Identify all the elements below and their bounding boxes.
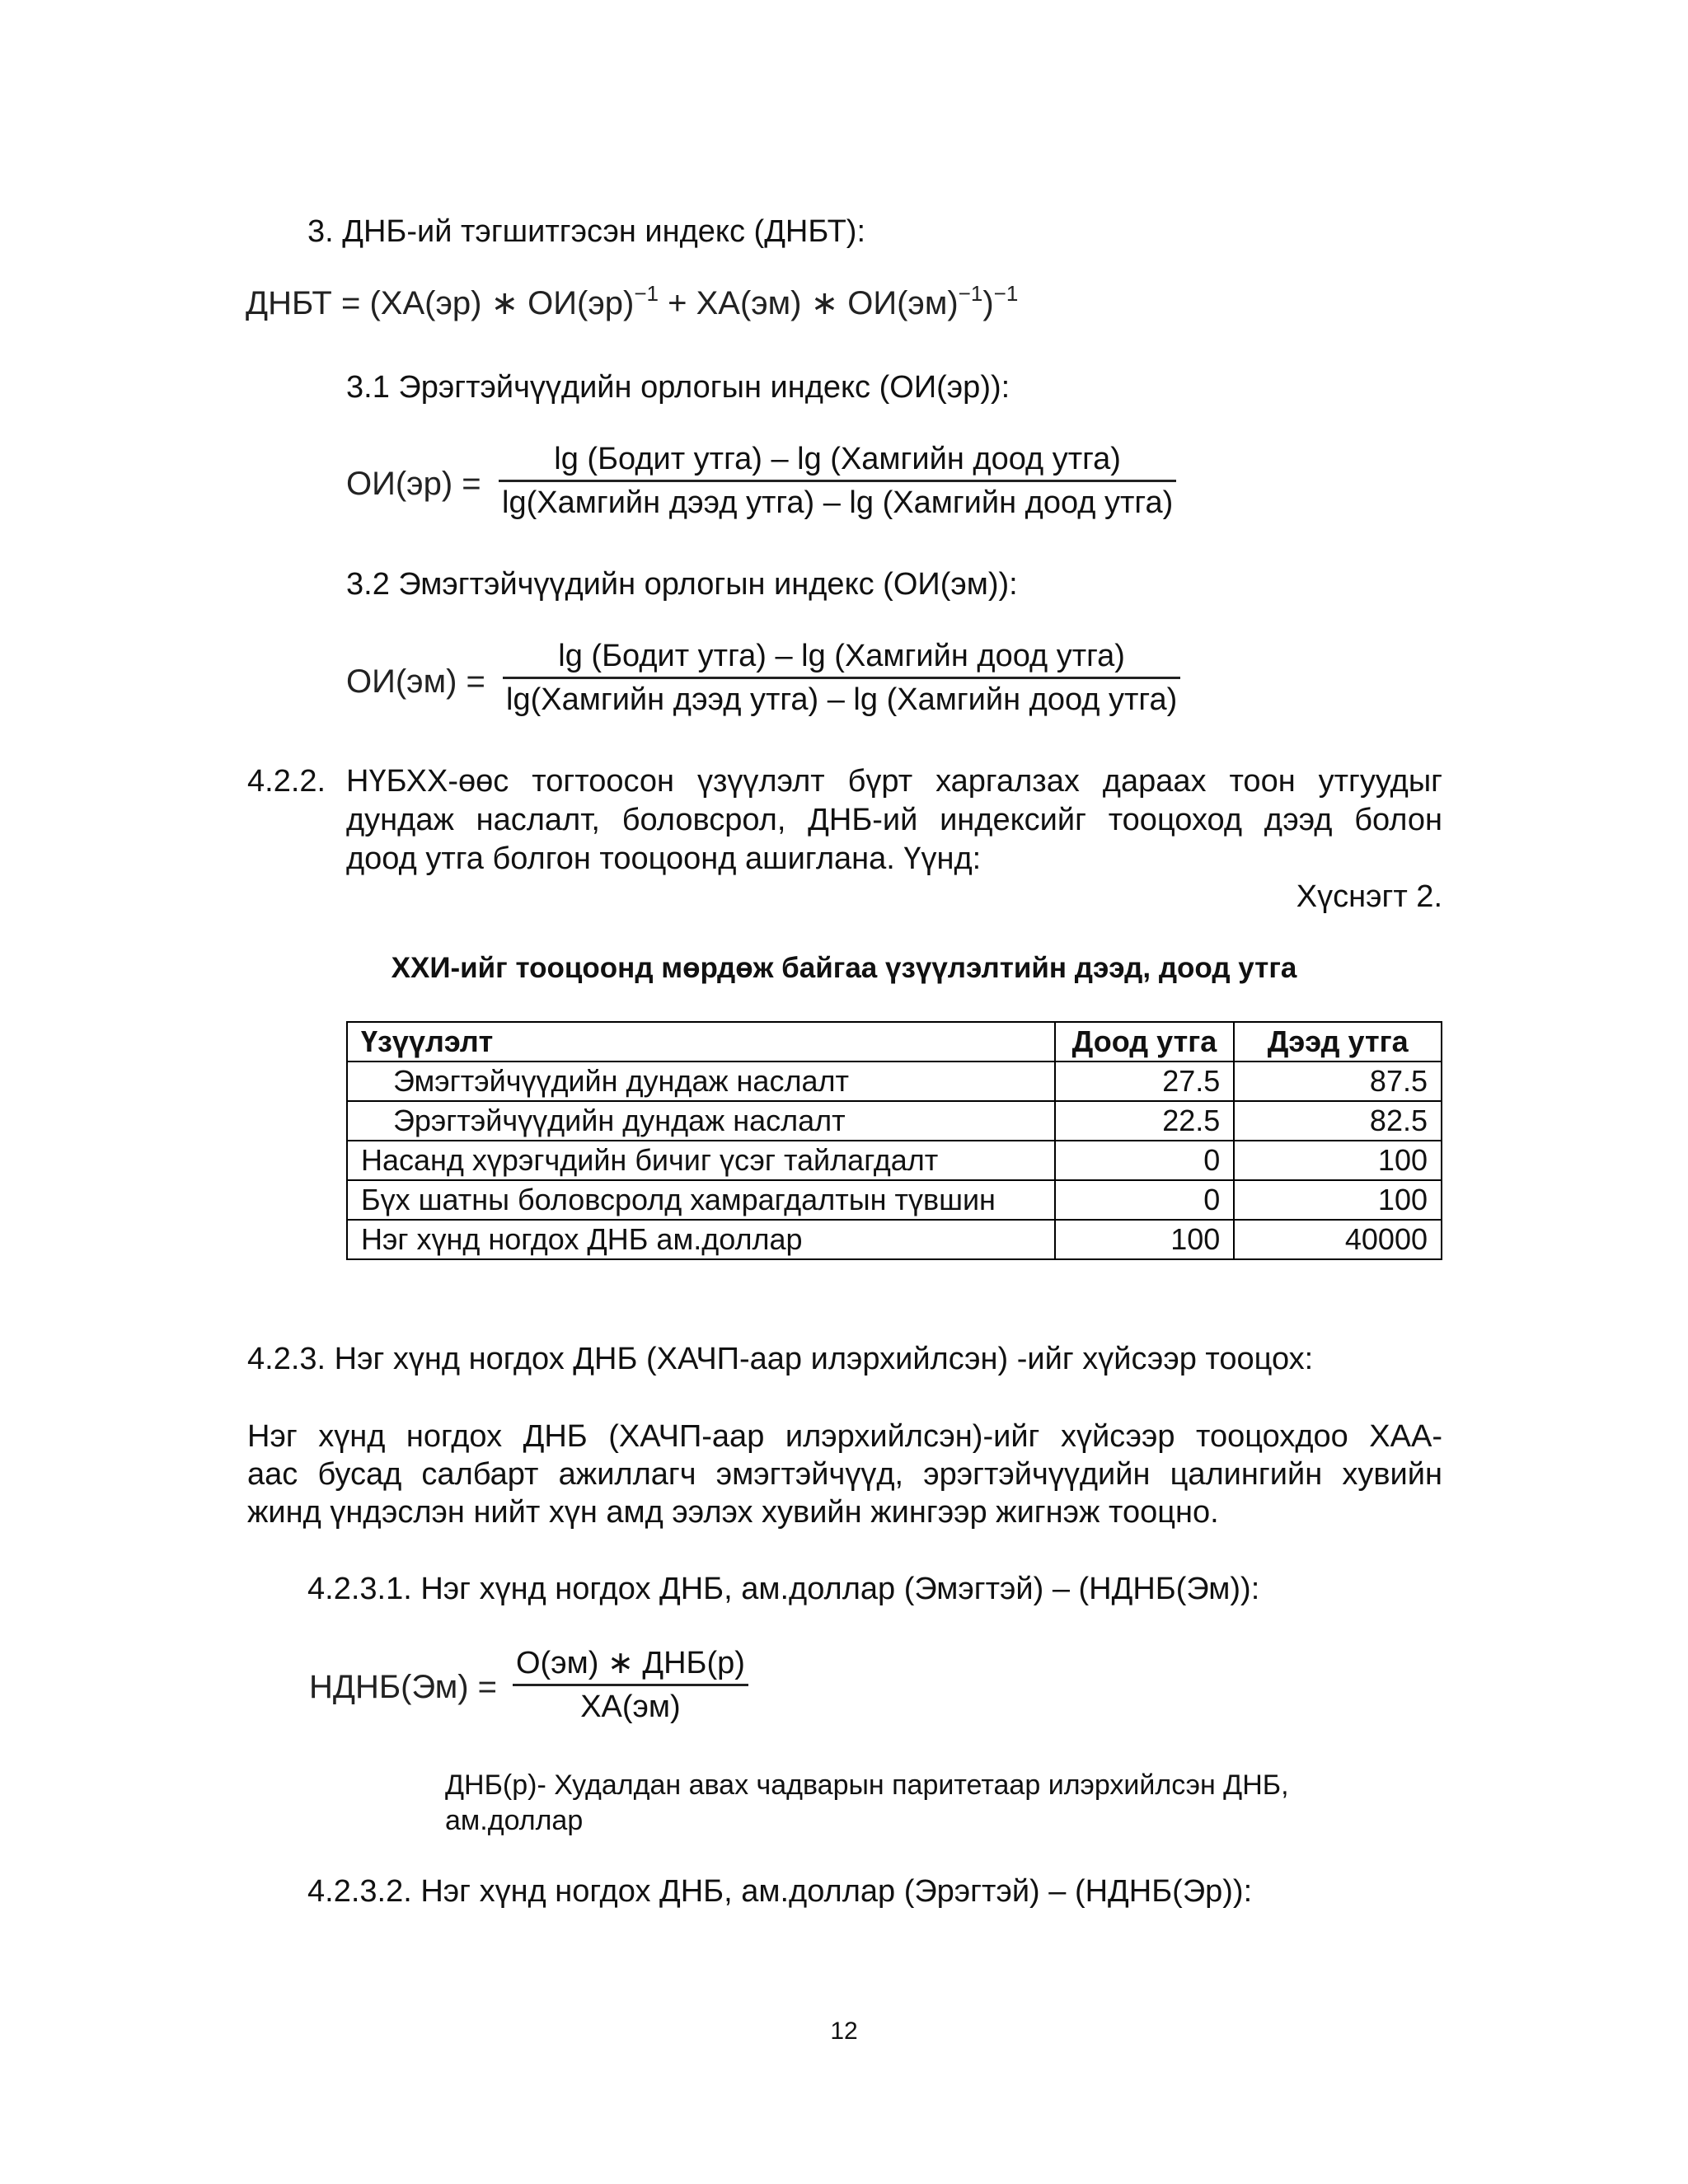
ndnb-lhs: НДНБ(Эм) = xyxy=(309,1669,498,1705)
dnbt-formula-body: (ХА(эр) ∗ ОИ(эр) xyxy=(369,285,635,321)
section-4-2-3-1-heading: 4.2.3.1. Нэг хүнд ногдох ДНБ, ам.доллар (Эмэгтэй) – (НДНБ(Эм)): xyxy=(307,1572,1260,1606)
dnbt-formula-mid: + ХА(эм) ∗ ОИ(эм) xyxy=(659,285,959,321)
dnbt-formula-close: ) xyxy=(982,285,994,321)
section-4-2-2-line-2: дундаж наслалт, боловсрол, ДНБ-ий индексийг тооцоход дээд болон xyxy=(346,803,1442,837)
note-line-1: ДНБ(р)- Худалдан авах чадварын паритетаар илэрхийлсэн ДНБ, xyxy=(445,1769,1289,1801)
limits-table xyxy=(346,1021,1442,1260)
section-4-2-2-number: 4.2.2. xyxy=(247,764,326,799)
section-4-2-3-line-1: Нэг хүнд ногдох ДНБ (ХАЧП-аар илэрхийлсэн)-ийг хүйсээр тооцохдоо ХАА- xyxy=(247,1419,1442,1454)
row-max: 87.5 xyxy=(1234,1062,1442,1101)
row-name: Бүх шатны боловсролд хамрагдалтын түвшин xyxy=(347,1180,1055,1220)
table-title: ХХИ-ийг тооцоонд мөрдөж байгаа үзүүлэлтийн дээд, доод утга xyxy=(391,952,1297,984)
oi-em-fraction xyxy=(503,635,1180,720)
section-3-2-heading: 3.2 Эмэгтэйчүүдийн орлогын индекс (ОИ(эм)): xyxy=(346,567,1018,602)
section-3-heading: 3. ДНБ-ий тэгшитгэсэн индекс (ДНБТ): xyxy=(307,214,866,249)
row-min: 22.5 xyxy=(1055,1101,1235,1141)
ndnb-denominator: ХА(эм) xyxy=(580,1690,681,1724)
oi-em-denominator: lg(Хамгийн дээд утга) – lg (Хамгийн доод утга) xyxy=(506,682,1178,717)
row-min: 0 xyxy=(1055,1141,1235,1180)
dnbt-formula-lhs: ДНБТ = xyxy=(246,285,370,321)
section-4-2-3-heading: 4.2.3. Нэг хүнд ногдох ДНБ (ХАЧП-аар илэрхийлсэн) -ийг хүйсээр тооцох: xyxy=(247,1342,1314,1376)
table-row xyxy=(347,1062,1442,1101)
table-row xyxy=(347,1141,1442,1180)
row-min: 0 xyxy=(1055,1180,1235,1220)
note-line-2: ам.доллар xyxy=(445,1805,584,1836)
table-row xyxy=(347,1220,1442,1259)
section-3-1-heading: 3.1 Эрэгтэйчүүдийн орлогын индекс (ОИ(эр)): xyxy=(346,370,1010,405)
section-4-2-2-line-1: НҮБХХ-өөс тогтоосон үзүүлэлт бүрт харгалзах дараах тоон утгуудыг xyxy=(346,764,1442,799)
header-indicator: Үзүүлэлт xyxy=(347,1022,1055,1062)
dnbt-exp-3: −1 xyxy=(993,281,1019,306)
oi-em-numerator: lg (Бодит утга) – lg (Хамгийн доод утга) xyxy=(558,639,1125,673)
table-row xyxy=(347,1101,1442,1141)
row-max: 100 xyxy=(1234,1180,1442,1220)
oi-er-lhs: ОИ(эр) = xyxy=(346,466,481,502)
oi-er-numerator: lg (Бодит утга) – lg (Хамгийн доод утга) xyxy=(554,442,1121,476)
row-name: Насанд хүрэгчдийн бичиг үсэг тайлагдалт xyxy=(347,1141,1055,1180)
dnbt-exp-1: −1 xyxy=(634,281,659,306)
ndnb-fraction xyxy=(513,1643,748,1727)
section-4-2-2-line-3: доод утга болгон тооцоонд ашиглана. Үүнд: xyxy=(346,841,982,876)
header-min: Доод утга xyxy=(1055,1022,1235,1062)
page-number: 12 xyxy=(830,2018,858,2045)
oi-er-fraction xyxy=(499,438,1176,523)
row-min: 27.5 xyxy=(1055,1062,1235,1101)
table-header-row xyxy=(347,1022,1442,1062)
row-name: Эрэгтэйчүүдийн дундаж наслалт xyxy=(347,1101,1055,1141)
section-4-2-3-line-3: жинд үндэслэн нийт хүн амд ээлэх хувийн жингээр жигнэж тооцно. xyxy=(247,1495,1219,1530)
row-min: 100 xyxy=(1055,1220,1235,1259)
oi-em-lhs: ОИ(эм) = xyxy=(346,663,485,700)
section-4-2-3-line-2: аас бусад салбарт ажиллагч эмэгтэйчүүд, эрэгтэйчүүдийн цалингийн хувийн xyxy=(247,1457,1442,1492)
table-row xyxy=(347,1180,1442,1220)
table-label: Хүснэгт 2. xyxy=(1296,879,1442,914)
ndnb-numerator: О(эм) ∗ ДНБ(р) xyxy=(516,1646,745,1680)
section-4-2-3-2-heading: 4.2.3.2. Нэг хүнд ногдох ДНБ, ам.доллар (Эрэгтэй) – (НДНБ(Эр)): xyxy=(307,1874,1253,1909)
dnbt-exp-2: −1 xyxy=(958,281,983,306)
row-max: 100 xyxy=(1234,1141,1442,1180)
dnbt-formula xyxy=(246,281,1019,322)
row-max: 40000 xyxy=(1234,1220,1442,1259)
row-name: Нэг хүнд ногдох ДНБ ам.доллар xyxy=(347,1220,1055,1259)
row-max: 82.5 xyxy=(1234,1101,1442,1141)
header-max: Дээд утга xyxy=(1234,1022,1442,1062)
row-name: Эмэгтэйчүүдийн дундаж наслалт xyxy=(347,1062,1055,1101)
oi-er-denominator: lg(Хамгийн дээд утга) – lg (Хамгийн доод утга) xyxy=(502,485,1174,520)
